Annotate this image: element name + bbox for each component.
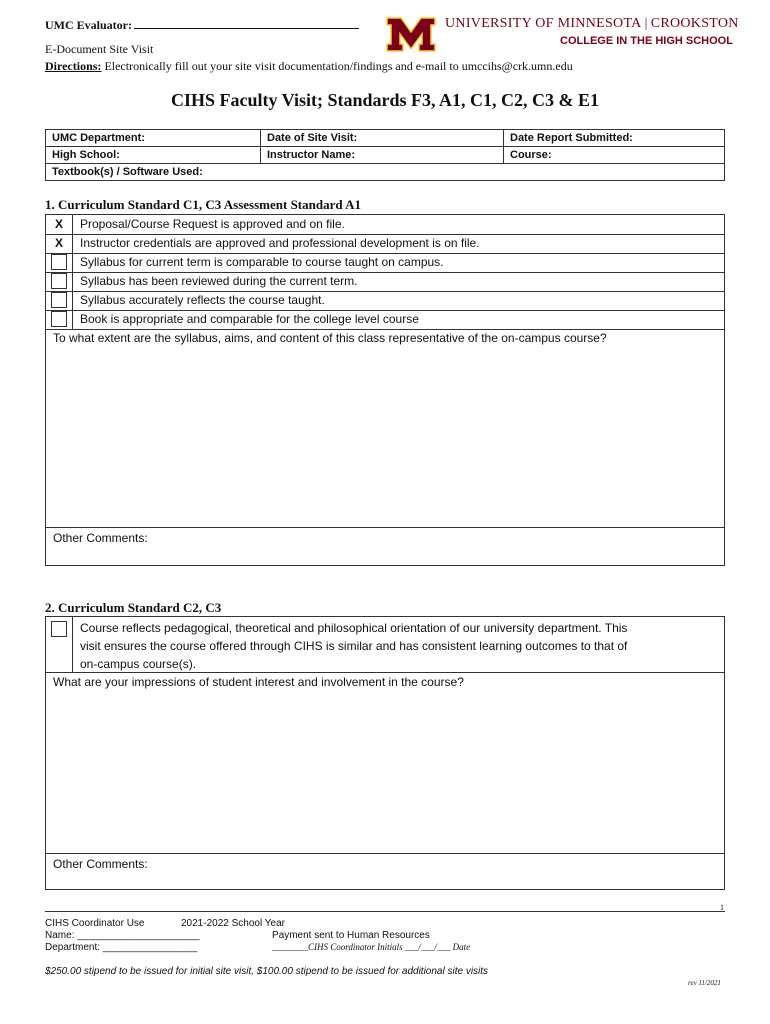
coordinator-use-label: CIHS Coordinator Use: [45, 918, 145, 929]
checkbox[interactable]: [51, 273, 67, 289]
logo-university-text: UNIVERSITY OF MINNESOTA | CROOKSTON: [445, 16, 739, 31]
umc-department-field[interactable]: UMC Department:: [46, 130, 261, 147]
checkbox[interactable]: [51, 621, 67, 637]
page-title: CIHS Faculty Visit; Standards F3, A1, C1, C2, C3 & E1: [170, 90, 600, 110]
checklist-item-text: Course reflects pedagogical, theoretical and philosophical orientation of our university department. This visit ensures the course offered through CIHS is similar and has consistent learning outcomes to that of on-campus course(s).: [80, 621, 628, 671]
checklist-item: [46, 310, 724, 330]
checkbox[interactable]: [51, 311, 67, 327]
table-row: [46, 130, 725, 147]
syllabus-answer-area[interactable]: [46, 347, 724, 527]
directions: [45, 59, 573, 74]
coordinator-name-field[interactable]: Name: ______________________: [45, 930, 200, 941]
textbooks-field[interactable]: Textbook(s) / Software Used:: [46, 164, 725, 181]
logo-program-text: COLLEGE IN THE HIGH SCHOOL: [560, 35, 733, 47]
coordinator-initials-field[interactable]: ________CIHS Coordinator Initials ___/___/___ Date: [272, 942, 471, 952]
check-mark[interactable]: X: [46, 234, 73, 253]
course-field[interactable]: Course:: [504, 147, 725, 164]
table-row: [46, 164, 725, 181]
checklist-item: [46, 617, 724, 673]
divider: [46, 853, 724, 854]
instructor-name-field[interactable]: Instructor Name:: [261, 147, 504, 164]
section1-heading: 1. Curriculum Standard C1, C3 Assessment Standard A1: [45, 197, 362, 212]
school-year: 2021-2022 School Year: [181, 918, 285, 929]
checklist-item: [46, 215, 724, 235]
evaluator-label: UMC Evaluator:: [45, 18, 132, 32]
check-cell: [46, 272, 73, 291]
section2-heading: 2. Curriculum Standard C2, C3: [45, 600, 222, 615]
section2-box: [45, 616, 725, 890]
checklist-item-text: Syllabus for current term is comparable to course taught on campus.: [80, 255, 444, 269]
page-number: 1: [720, 903, 724, 912]
check-cell: [46, 291, 73, 310]
check-mark[interactable]: X: [46, 215, 73, 234]
university-logo: [385, 16, 739, 56]
date-report-field[interactable]: Date Report Submitted:: [504, 130, 725, 147]
footer-divider: [45, 911, 725, 912]
revision-label: rev 11/2021: [688, 979, 721, 987]
directions-label: Directions:: [45, 59, 102, 73]
check-cell: [46, 310, 73, 329]
student-interest-answer-area[interactable]: [46, 691, 724, 853]
checkbox[interactable]: [51, 292, 67, 308]
evaluator-field: [45, 18, 359, 33]
checklist-item: [46, 291, 724, 311]
other-comments-label: Other Comments:: [53, 857, 148, 871]
checklist-item-text: Instructor credentials are approved and professional development is on file.: [80, 236, 480, 250]
checklist-item: [46, 253, 724, 273]
edocument-subtitle: E-Document Site Visit: [45, 42, 154, 56]
section1-box: [45, 214, 725, 566]
checklist-item-text: Syllabus accurately reflects the course taught.: [80, 293, 325, 307]
checklist-item-text: Syllabus has been reviewed during the current term.: [80, 274, 358, 288]
check-cell: [46, 253, 73, 272]
checkbox[interactable]: [51, 254, 67, 270]
block-m-icon: [385, 16, 437, 54]
check-cell: [46, 617, 73, 672]
divider: [46, 527, 724, 528]
stipend-note: $250.00 stipend to be issued for initial site visit, $100.00 stipend to be issued for additional site visits: [45, 966, 489, 977]
table-row: [46, 147, 725, 164]
payment-note: Payment sent to Human Resources: [272, 930, 430, 941]
directions-text: Electronically fill out your site visit documentation/findings and e-mail to umccihs@crk.umn.edu: [101, 59, 573, 73]
checklist-item: [46, 234, 724, 254]
date-of-visit-field[interactable]: Date of Site Visit:: [261, 130, 504, 147]
checklist-item-text: Book is appropriate and comparable for the college level course: [80, 312, 419, 326]
student-interest-question: What are your impressions of student interest and involvement in the course?: [53, 675, 464, 689]
evaluator-input-line[interactable]: [134, 18, 359, 29]
checklist-item: [46, 272, 724, 292]
checklist-item-text: Proposal/Course Request is approved and on file.: [80, 217, 345, 231]
coordinator-department-field[interactable]: Department: _________________: [45, 942, 198, 953]
other-comments-label: Other Comments:: [53, 531, 148, 545]
high-school-field[interactable]: High School:: [46, 147, 261, 164]
info-table: [45, 129, 725, 181]
syllabus-question: To what extent are the syllabus, aims, and content of this class representative of the on-campus course?: [53, 331, 607, 345]
